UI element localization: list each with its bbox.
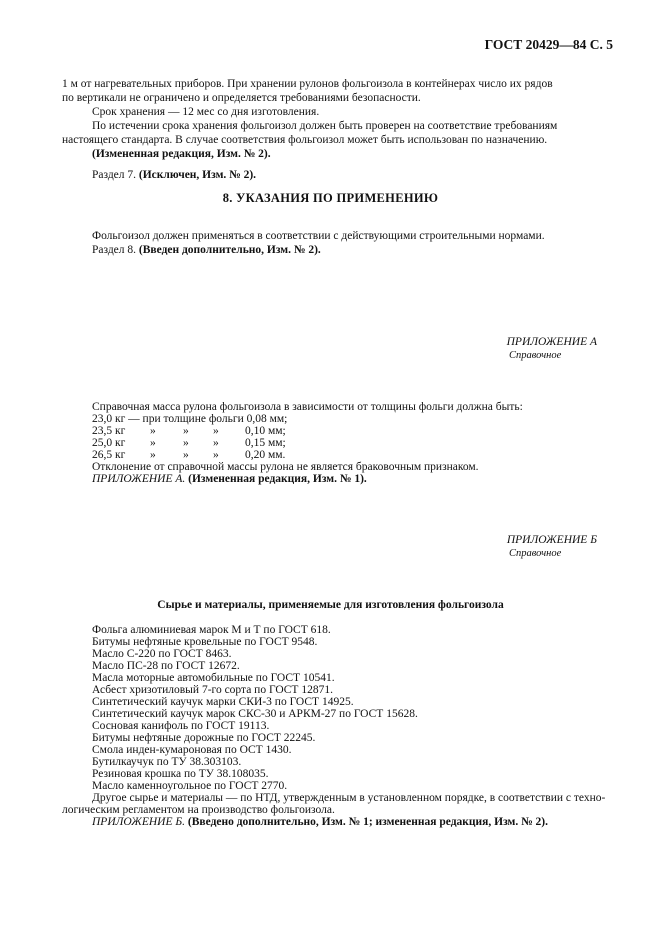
appendix-b-note-label: ПРИЛОЖЕНИЕ Б. (92, 816, 186, 828)
material-item: Резиновая крошка по ТУ 38.108035. (92, 768, 269, 780)
material-item: Синтетический каучук марок СКС-30 и АРКМ-27 по ГОСТ 15628. (92, 708, 418, 720)
other-materials-line: Другое сырье и материалы — по НТД, утвержденным в установленном порядке, в соответствии с техно- (92, 792, 606, 804)
ditto-mark: » (150, 437, 156, 449)
body-line: настоящего стандарта. В случае соответствия фольгоизол может быть использован по назначению. (62, 134, 548, 146)
material-item: Масла моторные автомобильные по ГОСТ 10541. (92, 672, 335, 684)
ditto-mark: » (213, 425, 219, 437)
ditto-mark: » (183, 449, 189, 461)
body-line: по вертикали не ограничено и определяется требованиями безопасности. (62, 92, 421, 104)
edition-note: (Измененная редакция, Изм. № 2). (92, 148, 271, 160)
body-line: По истечении срока хранения фольгоизол должен быть проверен на соответствие требованиям (92, 120, 558, 132)
other-materials-line: логическим регламентом на производство фольгоизола. (62, 804, 335, 816)
material-item: Масло С-220 по ГОСТ 8463. (92, 648, 232, 660)
appendix-a-label: ПРИЛОЖЕНИЕ А (506, 336, 597, 348)
body-line: Фольгоизол должен применяться в соответствии с действующими строительными нормами. (92, 230, 545, 242)
ditto-mark: » (183, 437, 189, 449)
ditto-mark: » (150, 425, 156, 437)
appendix-a-note-text: (Измененная редакция, Изм. № 1). (188, 473, 367, 485)
material-item: Масло каменноугольное по ГОСТ 2770. (92, 780, 288, 792)
material-item: Сосновая канифоль по ГОСТ 19113. (92, 720, 270, 732)
section-title: 8. УКАЗАНИЯ ПО ПРИМЕНЕНИЮ (222, 191, 439, 205)
ditto-mark: » (150, 449, 156, 461)
appendix-b-title: Сырье и материалы, применяемые для изготовления фольгоизола (157, 599, 504, 611)
razdel-note: (Исключен, Изм. № 2). (138, 169, 257, 181)
mass-row-mass: 26,5 кг (92, 449, 126, 461)
ditto-mark: » (183, 425, 189, 437)
appendix-b-note-text: (Введено дополнительно, Изм. № 1; измененная редакция, Изм. № 2). (187, 816, 549, 828)
mass-row-value: 0,20 мм. (245, 449, 286, 461)
mass-row-value: 0,10 мм; (245, 425, 286, 437)
material-item: Фольга алюминиевая марок М и Т по ГОСТ 618. (92, 624, 331, 636)
page-header: ГОСТ 20429—84 С. 5 (484, 37, 613, 52)
razdel-8-line (92, 243, 321, 257)
ditto-mark: » (213, 449, 219, 461)
appendix-b-note (92, 815, 548, 829)
body-line: Срок хранения — 12 мес со дня изготовления. (92, 106, 320, 118)
material-item: Битумы нефтяные дорожные по ГОСТ 22245. (92, 732, 316, 744)
mass-row-mass: 25,0 кг (92, 437, 126, 449)
razdel-label: Раздел 7. (92, 169, 137, 181)
appendix-a-note-label: ПРИЛОЖЕНИЕ А. (92, 473, 186, 485)
razdel-note: (Введен дополнительно, Изм. № 2). (138, 244, 321, 256)
razdel-7-line (92, 168, 256, 182)
body-line: 1 м от нагревательных приборов. При хранении рулонов фольгоизола в контейнерах число их рядов (62, 78, 553, 90)
material-item: Асбест хризотиловый 7-го сорта по ГОСТ 12871. (92, 684, 333, 696)
appendix-b-label: ПРИЛОЖЕНИЕ Б (506, 534, 597, 546)
material-item: Смола инден-кумароновая по ОСТ 1430. (92, 744, 292, 756)
appendix-a-intro: Справочная масса рулона фольгоизола в зависимости от толщины фольги должна быть: (92, 401, 523, 413)
mass-row: 23,0 кг — при толщине фольги 0,08 мм; (92, 413, 288, 425)
appendix-a-sublabel: Справочное (509, 350, 562, 361)
material-item: Битумы нефтяные кровельные по ГОСТ 9548. (92, 636, 318, 648)
razdel-label: Раздел 8. (92, 244, 137, 256)
material-item: Синтетический каучук марки СКИ-3 по ГОСТ 14925. (92, 696, 354, 708)
material-item: Масло ПС-28 по ГОСТ 12672. (92, 660, 240, 672)
appendix-b-sublabel: Справочное (509, 548, 562, 559)
mass-row-value: 0,15 мм; (245, 437, 286, 449)
appendix-a-note (92, 472, 367, 486)
deviation-line: Отклонение от справочной массы рулона не является браковочным признаком. (92, 461, 479, 473)
material-item: Бутилкаучук по ТУ 38.303103. (92, 756, 242, 768)
ditto-mark: » (213, 437, 219, 449)
mass-row-mass: 23,5 кг (92, 425, 126, 437)
